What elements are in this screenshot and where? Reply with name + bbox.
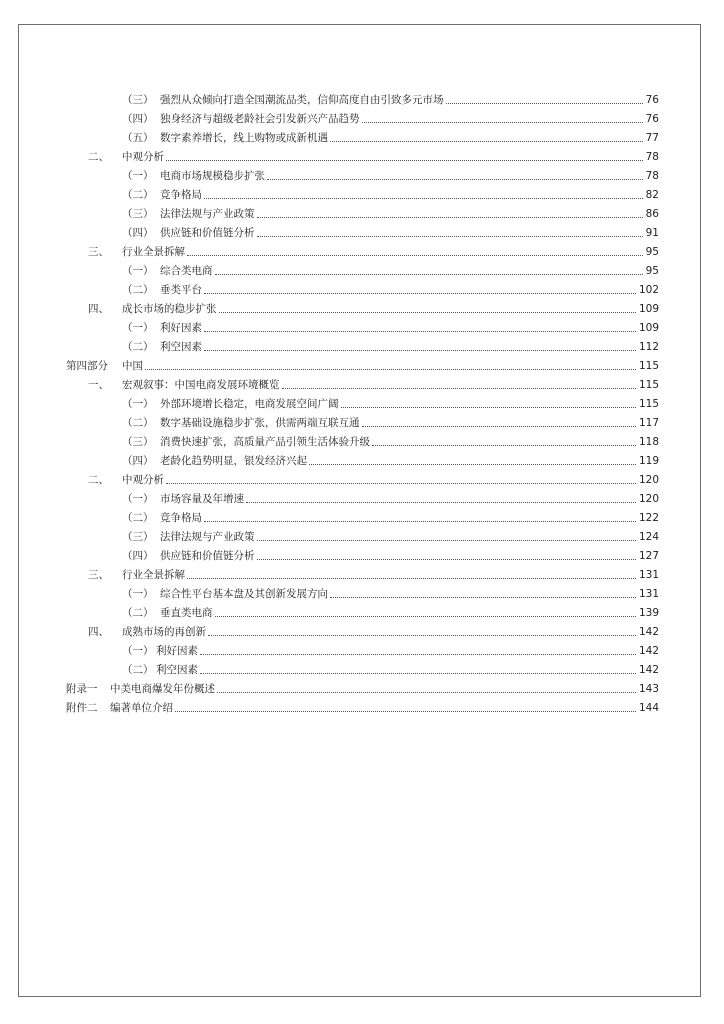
toc-entry-number: （二） xyxy=(122,417,154,429)
toc-entry-number: （三） xyxy=(122,94,154,106)
toc-entry-page: 95 xyxy=(645,246,659,258)
toc-leader-dots xyxy=(204,331,636,332)
toc-entry[interactable] xyxy=(122,89,659,107)
toc-entry-title: 中观分析 xyxy=(122,151,164,163)
toc-entry-page: 120 xyxy=(638,493,659,505)
toc-entry-page: 77 xyxy=(645,132,659,144)
toc-leader-dots xyxy=(204,198,643,199)
toc-entry-page: 78 xyxy=(645,170,659,182)
toc-entry-title: 市场容量及年增速 xyxy=(160,493,244,505)
toc-entry[interactable] xyxy=(88,564,659,582)
toc-entry-number: （一） xyxy=(122,265,154,277)
toc-entry-page: 91 xyxy=(645,227,659,239)
toc-entry[interactable] xyxy=(88,469,659,487)
toc-entry[interactable] xyxy=(122,488,659,506)
toc-leader-dots xyxy=(257,540,636,541)
toc-entry-page: 109 xyxy=(638,303,659,315)
toc-entry[interactable] xyxy=(88,374,659,392)
toc-entry-page: 119 xyxy=(638,455,659,467)
toc-entry-title: 利空因素 xyxy=(156,664,198,676)
toc-entry-number: （一） xyxy=(122,588,154,600)
toc-entry[interactable] xyxy=(122,203,659,221)
toc-entry-page: 115 xyxy=(638,379,659,391)
toc-entry-page: 139 xyxy=(638,607,659,619)
toc-entry-title: 行业全景拆解 xyxy=(122,246,185,258)
toc-leader-dots xyxy=(257,559,636,560)
toc-leader-dots xyxy=(246,502,636,503)
toc-entry-number: 二、 xyxy=(88,151,109,163)
toc-entry-number: （一） xyxy=(122,398,154,410)
toc-entry-title: 综合类电商 xyxy=(160,265,213,277)
toc-entry-title: 供应链和价值链分析 xyxy=(160,227,255,239)
toc-entry-title: 成熟市场的再创新 xyxy=(122,626,206,638)
toc-entry-page: 122 xyxy=(638,512,659,524)
toc-entry-page: 112 xyxy=(638,341,659,353)
toc-entry-title: 法律法规与产业政策 xyxy=(160,208,255,220)
toc-entry-page: 143 xyxy=(638,683,659,695)
toc-entry-number: （三） xyxy=(122,531,154,543)
toc-leader-dots xyxy=(217,692,636,693)
toc-entry-page: 118 xyxy=(638,436,659,448)
toc-entry[interactable] xyxy=(122,260,659,278)
toc-entry-number: （一） xyxy=(122,493,154,505)
toc-entry-title: 利好因素 xyxy=(160,322,202,334)
toc-entry[interactable] xyxy=(122,317,659,335)
toc-entry[interactable] xyxy=(122,450,659,468)
toc-leader-dots xyxy=(282,388,636,389)
toc-entry-title: 宏观叙事：中国电商发展环境概览 xyxy=(122,379,280,391)
toc-entry-number: （一） xyxy=(122,170,154,182)
toc-entry-page: 117 xyxy=(638,417,659,429)
toc-entry-title: 老龄化趋势明显，银发经济兴起 xyxy=(160,455,307,467)
toc-entry[interactable] xyxy=(88,241,659,259)
toc-leader-dots xyxy=(145,369,636,370)
toc-entry-number: （二） xyxy=(122,607,154,619)
toc-entry[interactable] xyxy=(122,526,659,544)
toc-entry-number: （四） xyxy=(122,455,154,467)
toc-entry[interactable] xyxy=(122,222,659,240)
toc-entry-title: 电商市场规模稳步扩张 xyxy=(160,170,265,182)
toc-entry-number: （二） xyxy=(122,189,154,201)
toc-entry-title: 中观分析 xyxy=(122,474,164,486)
toc-entry-number: （二） xyxy=(122,341,154,353)
toc-entry-title: 成长市场的稳步扩张 xyxy=(122,303,217,315)
toc-leader-dots xyxy=(362,426,636,427)
toc-entry[interactable] xyxy=(122,336,659,354)
toc-entry-page: 144 xyxy=(638,702,659,714)
toc-leader-dots xyxy=(187,578,636,579)
toc-entry-number: （一） xyxy=(122,645,154,657)
toc-leader-dots xyxy=(208,635,636,636)
toc-leader-dots xyxy=(372,445,636,446)
toc-leader-dots xyxy=(204,521,636,522)
toc-entry-page: 115 xyxy=(638,398,659,410)
toc-leader-dots xyxy=(257,217,643,218)
toc-entry-title: 外部环境增长稳定，电商发展空间广阔 xyxy=(160,398,339,410)
toc-entry-title: 强烈从众倾向打造全国潮流品类，信仰高度自由引致多元市场 xyxy=(160,94,444,106)
toc-entry-page: 82 xyxy=(645,189,659,201)
toc-entry-number: （二） xyxy=(122,512,154,524)
toc-entry[interactable] xyxy=(88,146,659,164)
toc-entry[interactable] xyxy=(66,678,659,696)
toc-entry[interactable] xyxy=(122,412,659,430)
toc-entry-number: （五） xyxy=(122,132,154,144)
toc-entry-page: 127 xyxy=(638,550,659,562)
toc-entry-title: 独身经济与超级老龄社会引发新兴产品趋势 xyxy=(160,113,360,125)
toc-entry[interactable] xyxy=(122,659,659,677)
toc-entry[interactable] xyxy=(122,279,659,297)
toc-entry-number: 四、 xyxy=(88,626,109,638)
toc-leader-dots xyxy=(187,255,643,256)
toc-entry-number: （四） xyxy=(122,227,154,239)
toc-entry-page: 131 xyxy=(638,569,659,581)
toc-entry-page: 76 xyxy=(645,113,659,125)
toc-entry-number: 附件二 xyxy=(66,702,98,714)
toc-entry-page: 102 xyxy=(638,284,659,296)
toc-entry[interactable] xyxy=(122,184,659,202)
toc-entry[interactable] xyxy=(122,602,659,620)
toc-entry-title: 垂直类电商 xyxy=(160,607,213,619)
toc-entry-title: 消费快速扩张，高质量产品引领生活体验升级 xyxy=(160,436,370,448)
toc-entry-title: 垂类平台 xyxy=(160,284,202,296)
toc-entry-title: 中美电商爆发年份概述 xyxy=(110,683,215,695)
toc-entry-number: 一、 xyxy=(88,379,109,391)
toc-entry[interactable] xyxy=(122,431,659,449)
toc-entry-number: 附录一 xyxy=(66,683,98,695)
toc-leader-dots xyxy=(175,711,636,712)
toc-leader-dots xyxy=(166,160,643,161)
toc-entry-page: 86 xyxy=(645,208,659,220)
toc-entry-title: 竞争格局 xyxy=(160,512,202,524)
toc-entry-number: 三、 xyxy=(88,246,109,258)
toc-entry[interactable] xyxy=(88,621,659,639)
toc-entry-page: 131 xyxy=(638,588,659,600)
toc-entry-page: 124 xyxy=(638,531,659,543)
toc-leader-dots xyxy=(341,407,636,408)
toc-entry-page: 78 xyxy=(645,151,659,163)
toc-entry-title: 数字基础设施稳步扩张，供需两端互联互通 xyxy=(160,417,360,429)
toc-entry-title: 法律法规与产业政策 xyxy=(160,531,255,543)
toc-entry-title: 供应链和价值链分析 xyxy=(160,550,255,562)
toc-entry-number: （二） xyxy=(122,284,154,296)
toc-entry[interactable] xyxy=(122,583,659,601)
toc-entry-title: 利空因素 xyxy=(160,341,202,353)
toc-entry[interactable] xyxy=(122,640,659,658)
toc-entry[interactable] xyxy=(122,127,659,145)
toc-leader-dots xyxy=(267,179,643,180)
toc-leader-dots xyxy=(200,673,636,674)
toc-leader-dots xyxy=(309,464,636,465)
toc-entry-page: 95 xyxy=(645,265,659,277)
toc-entry-page: 115 xyxy=(638,360,659,372)
toc-entry-title: 数字素养增长，线上购物或成新机遇 xyxy=(160,132,328,144)
toc-entry-number: 第四部分 xyxy=(66,360,108,372)
toc-leader-dots xyxy=(204,350,636,351)
toc-leader-dots xyxy=(200,654,636,655)
toc-entry-title: 综合性平台基本盘及其创新发展方向 xyxy=(160,588,328,600)
toc-entry-number: 四、 xyxy=(88,303,109,315)
toc-entry-title: 利好因素 xyxy=(156,645,198,657)
toc-leader-dots xyxy=(362,122,643,123)
toc-leader-dots xyxy=(257,236,643,237)
toc-entry-page: 142 xyxy=(638,626,659,638)
toc-entry-title: 竞争格局 xyxy=(160,189,202,201)
toc-entry[interactable] xyxy=(66,697,659,715)
toc-entry-title: 编著单位介绍 xyxy=(110,702,173,714)
toc-entry-number: （三） xyxy=(122,208,154,220)
toc-entry-page: 109 xyxy=(638,322,659,334)
toc-entry-page: 142 xyxy=(638,645,659,657)
toc-entry[interactable] xyxy=(122,165,659,183)
toc-entry[interactable] xyxy=(88,298,659,316)
toc-entry-number: 三、 xyxy=(88,569,109,581)
toc-entry-number: （四） xyxy=(122,550,154,562)
toc-leader-dots xyxy=(166,483,636,484)
toc-entry-page: 76 xyxy=(645,94,659,106)
toc-entry[interactable] xyxy=(66,355,659,373)
toc-leader-dots xyxy=(330,597,636,598)
toc-entry-number: （三） xyxy=(122,436,154,448)
toc-leader-dots xyxy=(204,293,636,294)
toc-leader-dots xyxy=(215,616,636,617)
toc-entry-page: 120 xyxy=(638,474,659,486)
toc-entry-number: （二） xyxy=(122,664,154,676)
toc-entry-number: （一） xyxy=(122,322,154,334)
toc-entry-title: 中国 xyxy=(122,360,143,372)
toc-leader-dots xyxy=(215,274,643,275)
toc-entry-page: 142 xyxy=(638,664,659,676)
toc-entry[interactable] xyxy=(122,545,659,563)
toc-entry[interactable] xyxy=(122,393,659,411)
toc-leader-dots xyxy=(219,312,636,313)
toc-entry-number: （四） xyxy=(122,113,154,125)
toc-entry-title: 行业全景拆解 xyxy=(122,569,185,581)
toc-entry[interactable] xyxy=(122,507,659,525)
toc-leader-dots xyxy=(446,103,643,104)
toc-entry[interactable] xyxy=(122,108,659,126)
toc-entry-number: 二、 xyxy=(88,474,109,486)
toc-leader-dots xyxy=(330,141,643,142)
